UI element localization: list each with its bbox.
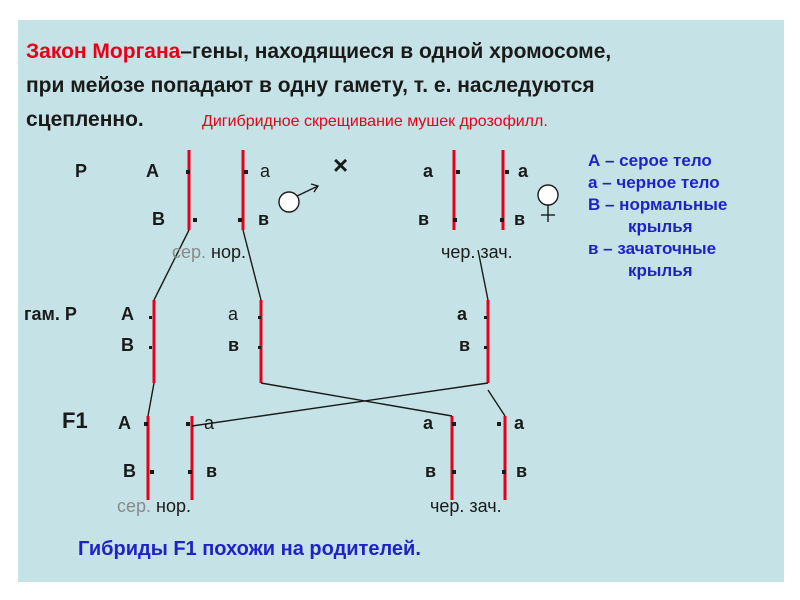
p1-gene-top-left: A: [146, 161, 159, 181]
o2-gene-top-right: a: [514, 413, 525, 433]
g3-gene-top: a: [457, 304, 468, 324]
g1-gene-bottom: B: [121, 335, 134, 355]
p2-phenotype: чер. зач.: [441, 242, 513, 262]
p1-gene-top-right: a: [260, 161, 271, 181]
p1-phenotype-b: нор.: [211, 242, 247, 262]
subtitle: Дигибридное скрещивание мушек дрозофилл.: [202, 113, 548, 130]
g1-gene-top: A: [121, 304, 134, 324]
o1-gene-top-left: A: [118, 413, 131, 433]
o1-phenotype: [117, 497, 191, 515]
f1-chromosomes: [148, 413, 505, 500]
p1-gene-bottom-left: B: [152, 209, 165, 229]
o1-phenotype-b: нор.: [156, 496, 192, 516]
legend-item-normal-wings: В – нормальные: [588, 195, 728, 214]
p2-gene-bottom-left: в: [418, 209, 430, 229]
cross-symbol: ×: [333, 150, 349, 180]
p2-gene-top-right: a: [518, 161, 529, 181]
o2-phenotype: чер. зач.: [430, 496, 502, 516]
female-symbol-icon: [538, 185, 558, 222]
title-text-line2: при мейозе попадают в одну гамету, т. е. наследуются: [26, 74, 595, 97]
p1-phenotype-a: сер.: [172, 242, 207, 262]
g2-gene-bottom: в: [228, 335, 240, 355]
title-term: Закон Моргана: [26, 40, 181, 63]
g3-gene-bottom: в: [459, 335, 471, 355]
gene-legend: [588, 150, 727, 282]
line-g1-to-o1: [148, 383, 154, 416]
o1-gene-top-right: a: [204, 413, 215, 433]
o2-gene-bottom-left: в: [425, 461, 437, 481]
p2-gene-bottom-right: в: [514, 209, 526, 229]
footer-conclusion: Гибриды F1 похожи на родителей.: [78, 538, 421, 560]
p1-gene-bottom-right: в: [258, 209, 270, 229]
line-p1-to-g1: [154, 230, 189, 300]
male-symbol-icon: [279, 184, 318, 212]
gamete-chromosomes: [154, 300, 488, 383]
row-label-p: P: [75, 161, 88, 181]
p2-gene-top-left: a: [423, 161, 434, 181]
o2-gene-top-left: a: [423, 413, 434, 433]
o1-gene-bottom-right: в: [206, 461, 218, 481]
line-g2-to-o2: [261, 383, 452, 416]
g2-gene-top: a: [228, 304, 239, 324]
row-label-f1: F1: [62, 408, 88, 433]
o2-gene-bottom-right: в: [516, 461, 528, 481]
row-label-gametes: гам. P: [24, 304, 77, 324]
title-text-line3: сцепленно.: [26, 108, 144, 131]
legend-item-black-body: а – черное тело: [588, 173, 720, 192]
legend-item-grey-body: А – серое тело: [588, 151, 712, 170]
legend-item-normal-wings-cont: крылья: [628, 217, 693, 236]
legend-item-vestigial-wings: в – зачаточные: [588, 239, 717, 258]
o1-phenotype-a: сер.: [117, 496, 152, 516]
title-text-line1: –гены, находящиеся в одной хромосоме,: [180, 40, 612, 63]
legend-item-vestigial-wings-cont: крылья: [628, 261, 693, 280]
line-g3-to-o2: [488, 390, 505, 416]
p1-phenotype: [172, 243, 246, 261]
line-g3-to-o1: [192, 383, 488, 426]
line-p1-to-g2: [243, 230, 261, 300]
o1-gene-bottom-left: B: [123, 461, 136, 481]
